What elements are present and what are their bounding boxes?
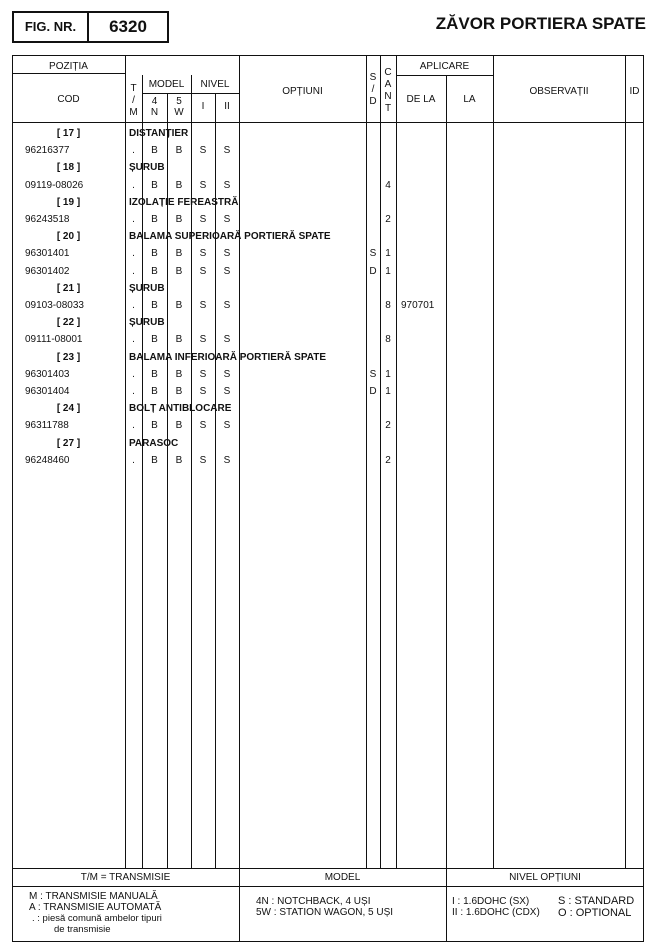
cell-m4n: B (151, 454, 158, 466)
cell-qty: 2 (385, 214, 391, 225)
cell-m5w: B (175, 386, 183, 397)
divider (396, 75, 493, 76)
cell-m5w: B (175, 214, 183, 225)
divider (215, 93, 216, 868)
divider (396, 55, 397, 868)
part-code: 96248460 (25, 454, 70, 466)
part-name: BOLȚ ANTIBLOCARE (129, 403, 232, 415)
position-number: [ 20 ] (56, 231, 81, 243)
col-sd-2: / (371, 84, 375, 95)
cell-tm: . (132, 368, 135, 380)
divider (142, 75, 143, 868)
cell-m4n: B (151, 248, 158, 260)
cell-n2: S (223, 248, 231, 260)
position-number: [ 21 ] (56, 282, 81, 294)
cell-n1: S (199, 179, 207, 191)
cell-m5w: B (175, 368, 183, 380)
parts-table (12, 55, 644, 942)
cell-sd: S (369, 248, 377, 260)
legend-nivel-line: II : 1.6DOHC (CDX) (452, 907, 540, 918)
col-la: LA (463, 94, 476, 105)
col-model-5w-2: W (174, 107, 184, 118)
cell-n2: S (223, 454, 231, 466)
cell-m4n: B (151, 420, 158, 432)
col-tm-3: M (129, 107, 138, 118)
cell-m5w: B (175, 145, 183, 157)
part-name: ȘURUB (129, 317, 165, 329)
part-name: PARASOC (129, 437, 179, 449)
cell-m4n: B (151, 265, 158, 277)
part-code: 09103-08033 (25, 300, 84, 311)
cell-tm: . (132, 386, 135, 397)
part-code: 96243518 (25, 214, 70, 225)
legend-model-line: 4N : NOTCHBACK, 4 UȘI (256, 896, 371, 907)
part-code: 09119-08026 (25, 179, 84, 191)
cell-n1: S (199, 214, 207, 225)
part-name: IZOLAȚIE FEREASTRĂ (129, 196, 239, 208)
part-code: 09111-08001 (25, 334, 83, 346)
cell-n1: S (199, 334, 207, 346)
position-number: [ 19 ] (56, 196, 81, 208)
cell-m5w: B (175, 248, 183, 260)
cell-qty: 2 (385, 420, 391, 432)
divider (167, 93, 168, 868)
position-number: [ 22 ] (56, 317, 81, 329)
divider (142, 93, 239, 94)
cell-tm: . (132, 265, 135, 277)
col-sd-1: S (369, 72, 377, 83)
part-code: 96216377 (25, 145, 70, 157)
cell-tm: . (132, 145, 135, 157)
divider (12, 73, 125, 74)
page-title: ZĂVOR PORTIERA SPATE (435, 14, 646, 33)
cell-n1: S (199, 368, 207, 380)
part-code: 96311788 (25, 420, 69, 432)
cell-m4n: B (151, 368, 158, 380)
cell-tm: . (132, 334, 135, 346)
cell-m4n: B (151, 145, 158, 157)
col-cant-1: C (384, 67, 392, 78)
col-id: ID (629, 86, 640, 97)
legend-tm-line: M : TRANSMISIE MANUALĂ (29, 891, 158, 902)
col-cant-4: T (384, 103, 392, 114)
cell-m4n: B (151, 386, 158, 397)
col-observatii: OBSERVAȚII (529, 86, 589, 97)
part-code: 96301404 (25, 386, 70, 397)
cell-qty: 1 (385, 368, 391, 380)
cell-tm: . (132, 248, 135, 260)
cell-m4n: B (151, 214, 158, 225)
cell-qty: 1 (385, 265, 391, 277)
part-name: ȘURUB (129, 162, 165, 174)
legend-tm-line: . : piesă comună ambelor tipuri (32, 913, 162, 924)
cell-n2: S (223, 214, 231, 225)
divider (366, 55, 367, 868)
col-optiuni: OPȚIUNI (282, 86, 323, 97)
legend-tm-line: de transmisie (54, 924, 111, 935)
cell-n2: S (223, 368, 231, 380)
col-de-la: DE LA (406, 94, 436, 105)
legend-nivel-line: I : 1.6DOHC (SX) (452, 896, 530, 907)
cell-tm: . (132, 214, 135, 225)
divider (493, 55, 494, 868)
col-nivel-i: I (201, 101, 205, 112)
cell-sd: S (369, 368, 377, 380)
col-nivel-ii: II (224, 101, 230, 112)
cell-sd: D (369, 386, 377, 397)
cell-n1: S (199, 265, 207, 277)
cell-m4n: B (151, 334, 158, 346)
cell-qty: 2 (385, 454, 391, 466)
position-number: [ 27 ] (56, 437, 81, 449)
cell-qty: 8 (385, 334, 391, 346)
cell-de-la: 970701 (401, 300, 435, 311)
figure-label: FIG. NR. (14, 13, 89, 41)
position-number: [ 23 ] (56, 351, 81, 363)
col-cod: COD (57, 94, 80, 105)
part-name: ȘURUB (129, 282, 165, 294)
legend-tm-title: T/M = TRANSMISIE (80, 872, 171, 883)
divider (191, 75, 192, 868)
cell-tm: . (132, 179, 135, 191)
col-model-5w-1: 5 (176, 96, 182, 107)
col-tm-1: T (130, 83, 137, 94)
cell-m5w: B (175, 179, 183, 191)
position-number: [ 18 ] (56, 162, 81, 174)
legend-nivel-right: O : OPTIONAL (558, 907, 632, 919)
col-sd-3: D (369, 96, 377, 107)
cell-n1: S (199, 386, 207, 397)
cell-n1: S (199, 420, 207, 432)
part-name: BALAMA INFERIOARĂ PORTIERĂ SPATE (129, 351, 327, 363)
cell-tm: . (132, 420, 135, 432)
cell-tm: . (132, 454, 135, 466)
col-tm-2: / (132, 95, 135, 106)
col-model-4n-2: N (150, 107, 159, 118)
cell-n2: S (223, 265, 231, 277)
cell-n2: S (223, 334, 231, 346)
cell-m4n: B (151, 300, 158, 311)
figure-number: 6320 (109, 17, 147, 36)
legend-nivel-title: NIVEL OPȚIUNI (509, 872, 581, 883)
part-name: DISTANȚIER (129, 128, 189, 139)
part-code: 96301403 (25, 368, 70, 380)
cell-m5w: B (175, 334, 183, 346)
col-model: MODEL (148, 79, 185, 90)
cell-n2: S (223, 420, 231, 432)
cell-n2: S (223, 145, 231, 157)
cell-n1: S (199, 145, 207, 157)
cell-n1: S (199, 248, 207, 260)
legend-nivel-right: S : STANDARD (558, 895, 635, 907)
part-code: 96301402 (25, 265, 70, 277)
legend-model-title: MODEL (324, 872, 361, 883)
figure-number-box (12, 11, 169, 43)
divider (446, 75, 447, 868)
cell-qty: 1 (385, 248, 391, 260)
cell-m5w: B (175, 454, 183, 466)
legend-model-line: 5W : STATION WAGON, 5 UȘI (256, 907, 394, 918)
cell-n2: S (223, 386, 231, 397)
part-name: BALAMA SUPERIOARĂ PORTIERĂ SPATE (129, 231, 331, 243)
cell-sd: D (369, 265, 377, 277)
cell-m4n: B (151, 179, 158, 191)
cell-n2: S (223, 300, 231, 311)
col-cant-3: N (384, 91, 392, 102)
footer-header-line (12, 886, 644, 887)
cell-n1: S (199, 454, 207, 466)
cell-qty: 4 (385, 179, 391, 191)
divider (239, 55, 240, 868)
cell-tm: . (132, 300, 135, 311)
position-number: [ 24 ] (56, 403, 81, 415)
cell-qty: 1 (385, 386, 391, 397)
col-model-4n-1: 4 (151, 96, 158, 107)
cell-n1: S (199, 300, 207, 311)
cell-n2: S (223, 179, 231, 191)
cell-qty: 8 (385, 300, 391, 311)
col-cant-2: A (384, 79, 392, 90)
position-number: [ 17 ] (56, 128, 81, 139)
divider (625, 55, 626, 868)
cell-m5w: B (175, 420, 183, 432)
col-nivel: NIVEL (200, 79, 230, 90)
col-pozitia: POZIȚIA (49, 61, 88, 72)
header-bottom-line (12, 122, 644, 123)
part-code: 96301401 (25, 248, 70, 260)
col-aplicare: APLICARE (419, 61, 470, 72)
footer-top-line (12, 868, 644, 869)
cell-m5w: B (175, 300, 183, 311)
cell-m5w: B (175, 265, 183, 277)
legend-tm-line: A : TRANSMISIE AUTOMATĂ (29, 902, 162, 913)
